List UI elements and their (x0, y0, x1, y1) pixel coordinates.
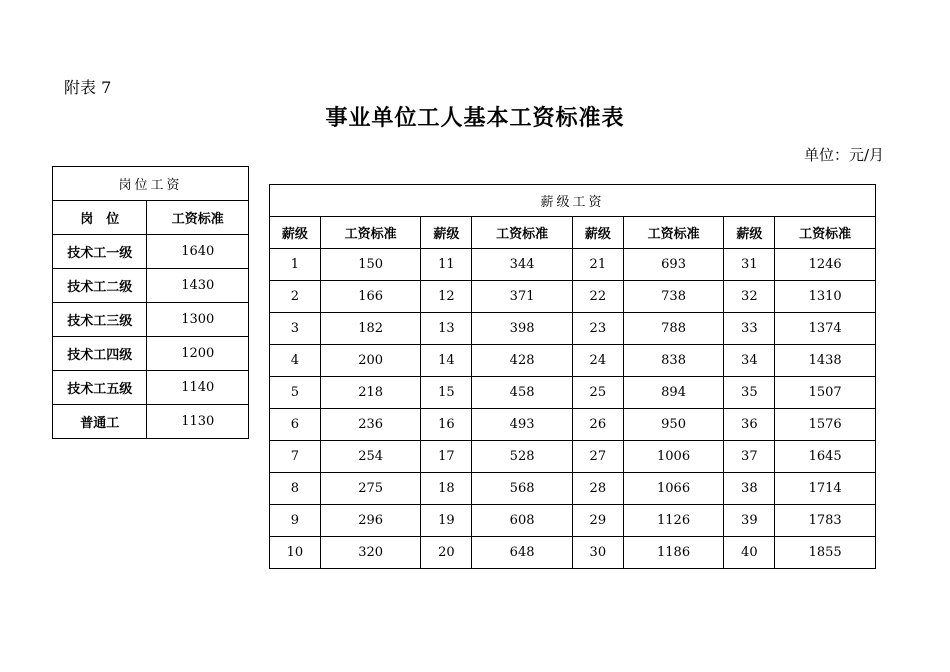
post-salary-cell: 1300 (147, 303, 249, 337)
salary-cell: 218 (320, 377, 421, 409)
table-header-row (270, 217, 876, 249)
salary-cell: 1374 (775, 313, 876, 345)
salary-cell: 648 (472, 537, 573, 569)
salary-cell: 166 (320, 281, 421, 313)
grade-cell: 32 (724, 281, 775, 313)
table-row (53, 303, 249, 337)
salary-cell: 1006 (623, 441, 724, 473)
post-salary-table (52, 166, 249, 439)
salary-cell: 493 (472, 409, 573, 441)
salary-cell: 608 (472, 505, 573, 537)
grade-cell: 39 (724, 505, 775, 537)
grade-cell: 17 (421, 441, 472, 473)
unit-label: 单位：元/月 (803, 146, 884, 164)
grade-cell: 10 (270, 537, 321, 569)
table-row (270, 537, 876, 569)
salary-cell: 344 (472, 249, 573, 281)
grade-cell: 11 (421, 249, 472, 281)
grade-cell: 27 (572, 441, 623, 473)
salary-cell: 254 (320, 441, 421, 473)
post-salary-cell: 1200 (147, 337, 249, 371)
table-caption: 岗位工资 (53, 167, 249, 201)
grade-cell: 4 (270, 345, 321, 377)
table-row (270, 249, 876, 281)
grade-cell: 5 (270, 377, 321, 409)
grade-cell: 29 (572, 505, 623, 537)
annex-label: 附表 7 (64, 78, 112, 97)
grade-cell: 22 (572, 281, 623, 313)
grade-cell: 38 (724, 473, 775, 505)
salary-cell: 738 (623, 281, 724, 313)
table-row (270, 281, 876, 313)
table-header-row (53, 201, 249, 235)
salary-cell: 568 (472, 473, 573, 505)
salary-cell: 788 (623, 313, 724, 345)
column-header: 薪级 (421, 217, 472, 249)
salary-cell: 1783 (775, 505, 876, 537)
column-header: 薪级 (724, 217, 775, 249)
grade-cell: 8 (270, 473, 321, 505)
salary-cell: 1576 (775, 409, 876, 441)
salary-cell: 428 (472, 345, 573, 377)
grade-cell: 26 (572, 409, 623, 441)
salary-cell: 1855 (775, 537, 876, 569)
grade-cell: 6 (270, 409, 321, 441)
salary-cell: 528 (472, 441, 573, 473)
salary-cell: 1186 (623, 537, 724, 569)
grade-cell: 13 (421, 313, 472, 345)
grade-cell: 35 (724, 377, 775, 409)
salary-cell: 296 (320, 505, 421, 537)
table-row (270, 377, 876, 409)
post-salary-cell: 1130 (147, 405, 249, 439)
grade-cell: 2 (270, 281, 321, 313)
grade-cell: 21 (572, 249, 623, 281)
table-caption-row (270, 185, 876, 217)
grade-cell: 36 (724, 409, 775, 441)
column-header: 工资标准 (775, 217, 876, 249)
table-row (53, 371, 249, 405)
grade-salary-table (269, 184, 876, 569)
salary-cell: 200 (320, 345, 421, 377)
grade-cell: 34 (724, 345, 775, 377)
post-name-cell: 技术工三级 (53, 303, 147, 337)
grade-cell: 12 (421, 281, 472, 313)
table-row (53, 405, 249, 439)
table-row (270, 409, 876, 441)
post-salary-cell: 1430 (147, 269, 249, 303)
salary-cell: 838 (623, 345, 724, 377)
salary-cell: 1507 (775, 377, 876, 409)
column-header: 工资标准 (623, 217, 724, 249)
grade-cell: 30 (572, 537, 623, 569)
grade-cell: 9 (270, 505, 321, 537)
table-row (270, 473, 876, 505)
salary-cell: 182 (320, 313, 421, 345)
column-header: 薪级 (572, 217, 623, 249)
table-body (53, 235, 249, 439)
grade-cell: 40 (724, 537, 775, 569)
column-header: 薪级 (270, 217, 321, 249)
post-name-cell: 普通工 (53, 405, 147, 439)
salary-cell: 1714 (775, 473, 876, 505)
grade-cell: 20 (421, 537, 472, 569)
salary-cell: 1438 (775, 345, 876, 377)
post-name-cell: 技术工二级 (53, 269, 147, 303)
table-row (270, 505, 876, 537)
grade-cell: 19 (421, 505, 472, 537)
page-title: 事业单位工人基本工资标准表 (325, 105, 625, 131)
table-body (270, 249, 876, 569)
column-header: 工资标准 (472, 217, 573, 249)
grade-cell: 16 (421, 409, 472, 441)
salary-cell: 1126 (623, 505, 724, 537)
post-salary-cell: 1640 (147, 235, 249, 269)
table-row (53, 269, 249, 303)
grade-cell: 33 (724, 313, 775, 345)
salary-cell: 894 (623, 377, 724, 409)
post-name-cell: 技术工四级 (53, 337, 147, 371)
table-row (270, 441, 876, 473)
column-header: 岗 位 (53, 201, 147, 235)
salary-cell: 398 (472, 313, 573, 345)
table-row (270, 345, 876, 377)
salary-cell: 950 (623, 409, 724, 441)
salary-cell: 371 (472, 281, 573, 313)
salary-cell: 458 (472, 377, 573, 409)
salary-cell: 320 (320, 537, 421, 569)
salary-cell: 150 (320, 249, 421, 281)
table-row (53, 235, 249, 269)
salary-cell: 236 (320, 409, 421, 441)
table-row (53, 337, 249, 371)
grade-cell: 7 (270, 441, 321, 473)
salary-cell: 1310 (775, 281, 876, 313)
salary-cell: 1645 (775, 441, 876, 473)
grade-cell: 37 (724, 441, 775, 473)
grade-cell: 24 (572, 345, 623, 377)
salary-cell: 275 (320, 473, 421, 505)
grade-cell: 3 (270, 313, 321, 345)
grade-cell: 28 (572, 473, 623, 505)
salary-cell: 693 (623, 249, 724, 281)
table-caption: 薪级工资 (270, 185, 876, 217)
grade-cell: 25 (572, 377, 623, 409)
grade-cell: 14 (421, 345, 472, 377)
grade-cell: 31 (724, 249, 775, 281)
table-row (270, 313, 876, 345)
post-name-cell: 技术工五级 (53, 371, 147, 405)
column-header: 工资标准 (147, 201, 249, 235)
salary-cell: 1066 (623, 473, 724, 505)
post-name-cell: 技术工一级 (53, 235, 147, 269)
grade-cell: 1 (270, 249, 321, 281)
table-caption-row (53, 167, 249, 201)
grade-cell: 23 (572, 313, 623, 345)
salary-cell: 1246 (775, 249, 876, 281)
post-salary-cell: 1140 (147, 371, 249, 405)
column-header: 工资标准 (320, 217, 421, 249)
grade-cell: 18 (421, 473, 472, 505)
grade-cell: 15 (421, 377, 472, 409)
